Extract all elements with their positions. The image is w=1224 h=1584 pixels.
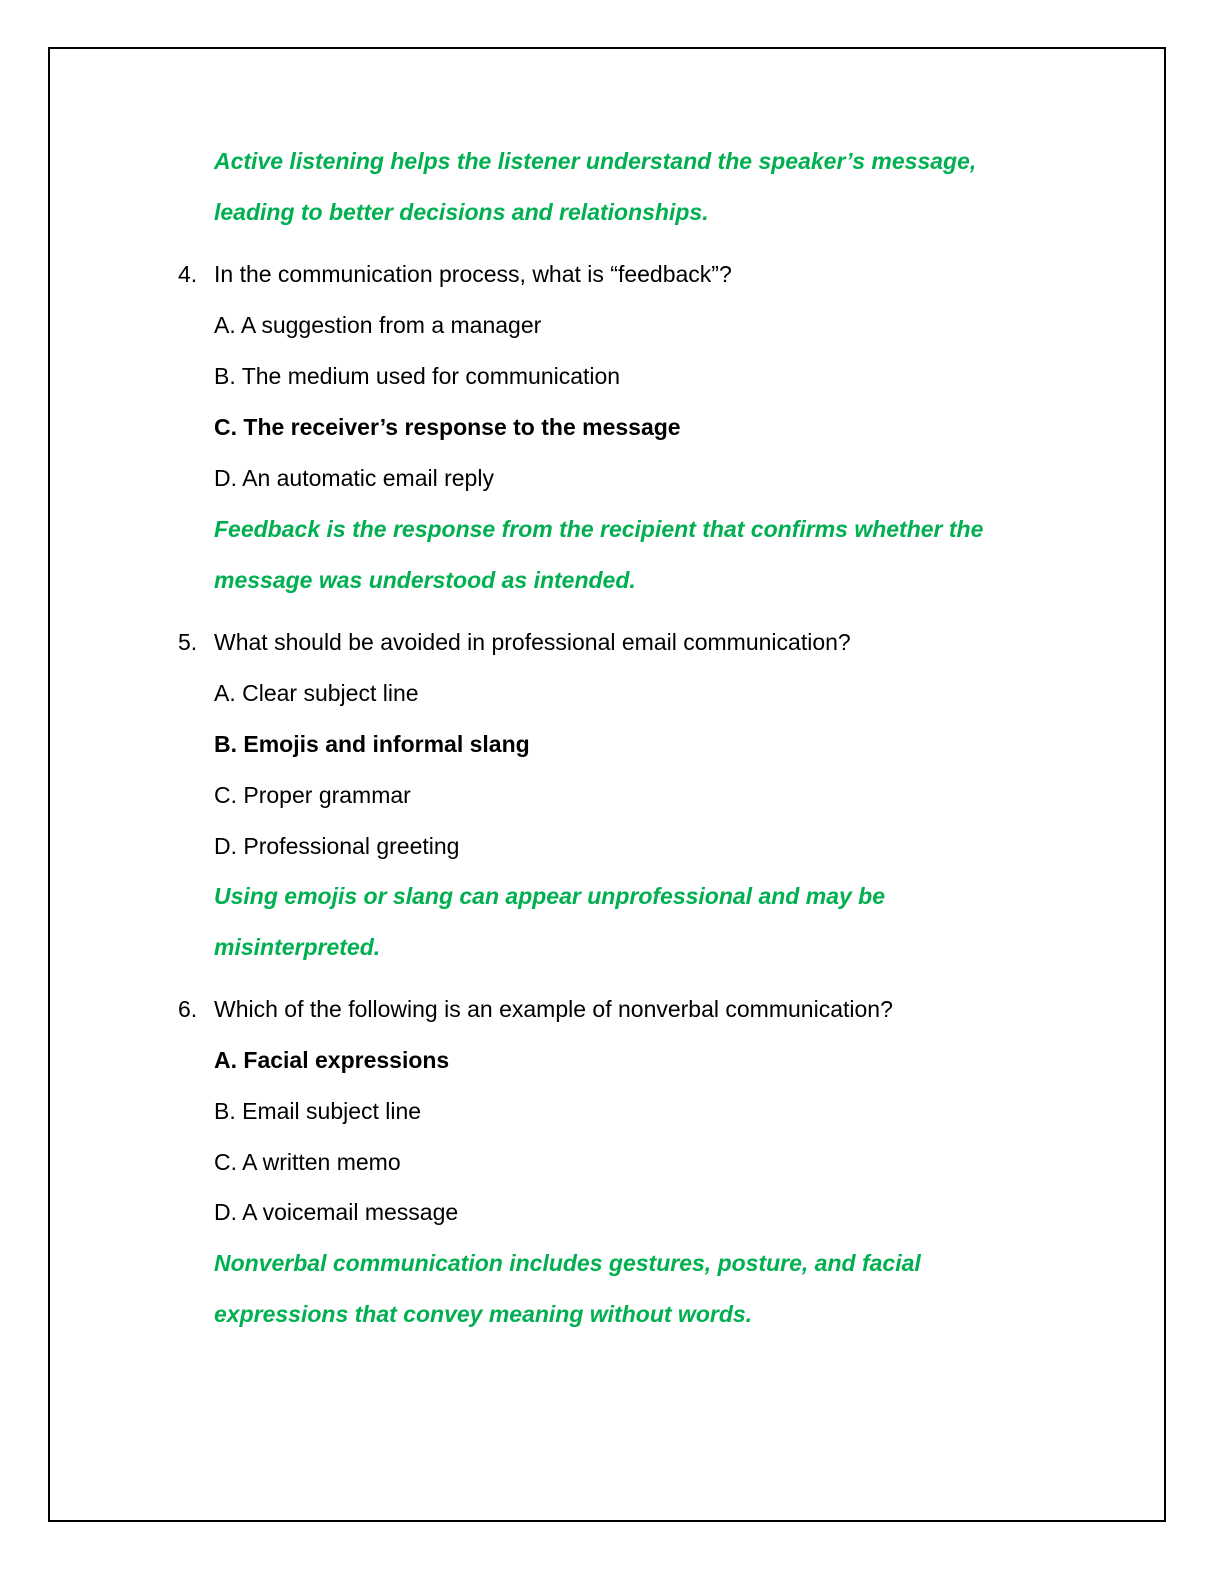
- question-text: What should be avoided in professional email communication?: [214, 629, 851, 655]
- question-number: 4.: [178, 261, 198, 287]
- option-d: D. A voicemail message: [214, 1199, 459, 1225]
- option-a: A. A suggestion from a manager: [214, 312, 542, 338]
- question-text: In the communication process, what is “feedback”?: [214, 261, 732, 287]
- explanation-line: leading to better decisions and relationships.: [214, 199, 709, 225]
- option-b-correct: B. Emojis and informal slang: [214, 731, 530, 757]
- option-a-correct: A. Facial expressions: [214, 1047, 450, 1073]
- question-number: 6.: [178, 996, 198, 1022]
- explanation-line: Using emojis or slang can appear unprofessional and may be: [214, 883, 886, 909]
- option-d: D. An automatic email reply: [214, 465, 494, 491]
- question-number: 5.: [178, 629, 198, 655]
- option-a: A. Clear subject line: [214, 680, 419, 706]
- explanation-line: Active listening helps the listener understand the speaker’s message,: [214, 148, 977, 174]
- option-c: C. Proper grammar: [214, 782, 411, 808]
- option-b: B. Email subject line: [214, 1098, 422, 1124]
- explanation-line: message was understood as intended.: [214, 567, 636, 593]
- explanation-line: Nonverbal communication includes gestures, posture, and facial: [214, 1250, 921, 1276]
- option-b: B. The medium used for communication: [214, 363, 621, 389]
- option-c: C. A written memo: [214, 1149, 401, 1175]
- explanation-line: expressions that convey meaning without words.: [214, 1301, 753, 1327]
- question-text: Which of the following is an example of nonverbal communication?: [214, 996, 893, 1022]
- explanation-line: misinterpreted.: [214, 934, 381, 960]
- explanation-line: Feedback is the response from the recipient that confirms whether the: [214, 516, 984, 542]
- option-c-correct: C. The receiver’s response to the message: [214, 414, 681, 440]
- option-d: D. Professional greeting: [214, 833, 460, 859]
